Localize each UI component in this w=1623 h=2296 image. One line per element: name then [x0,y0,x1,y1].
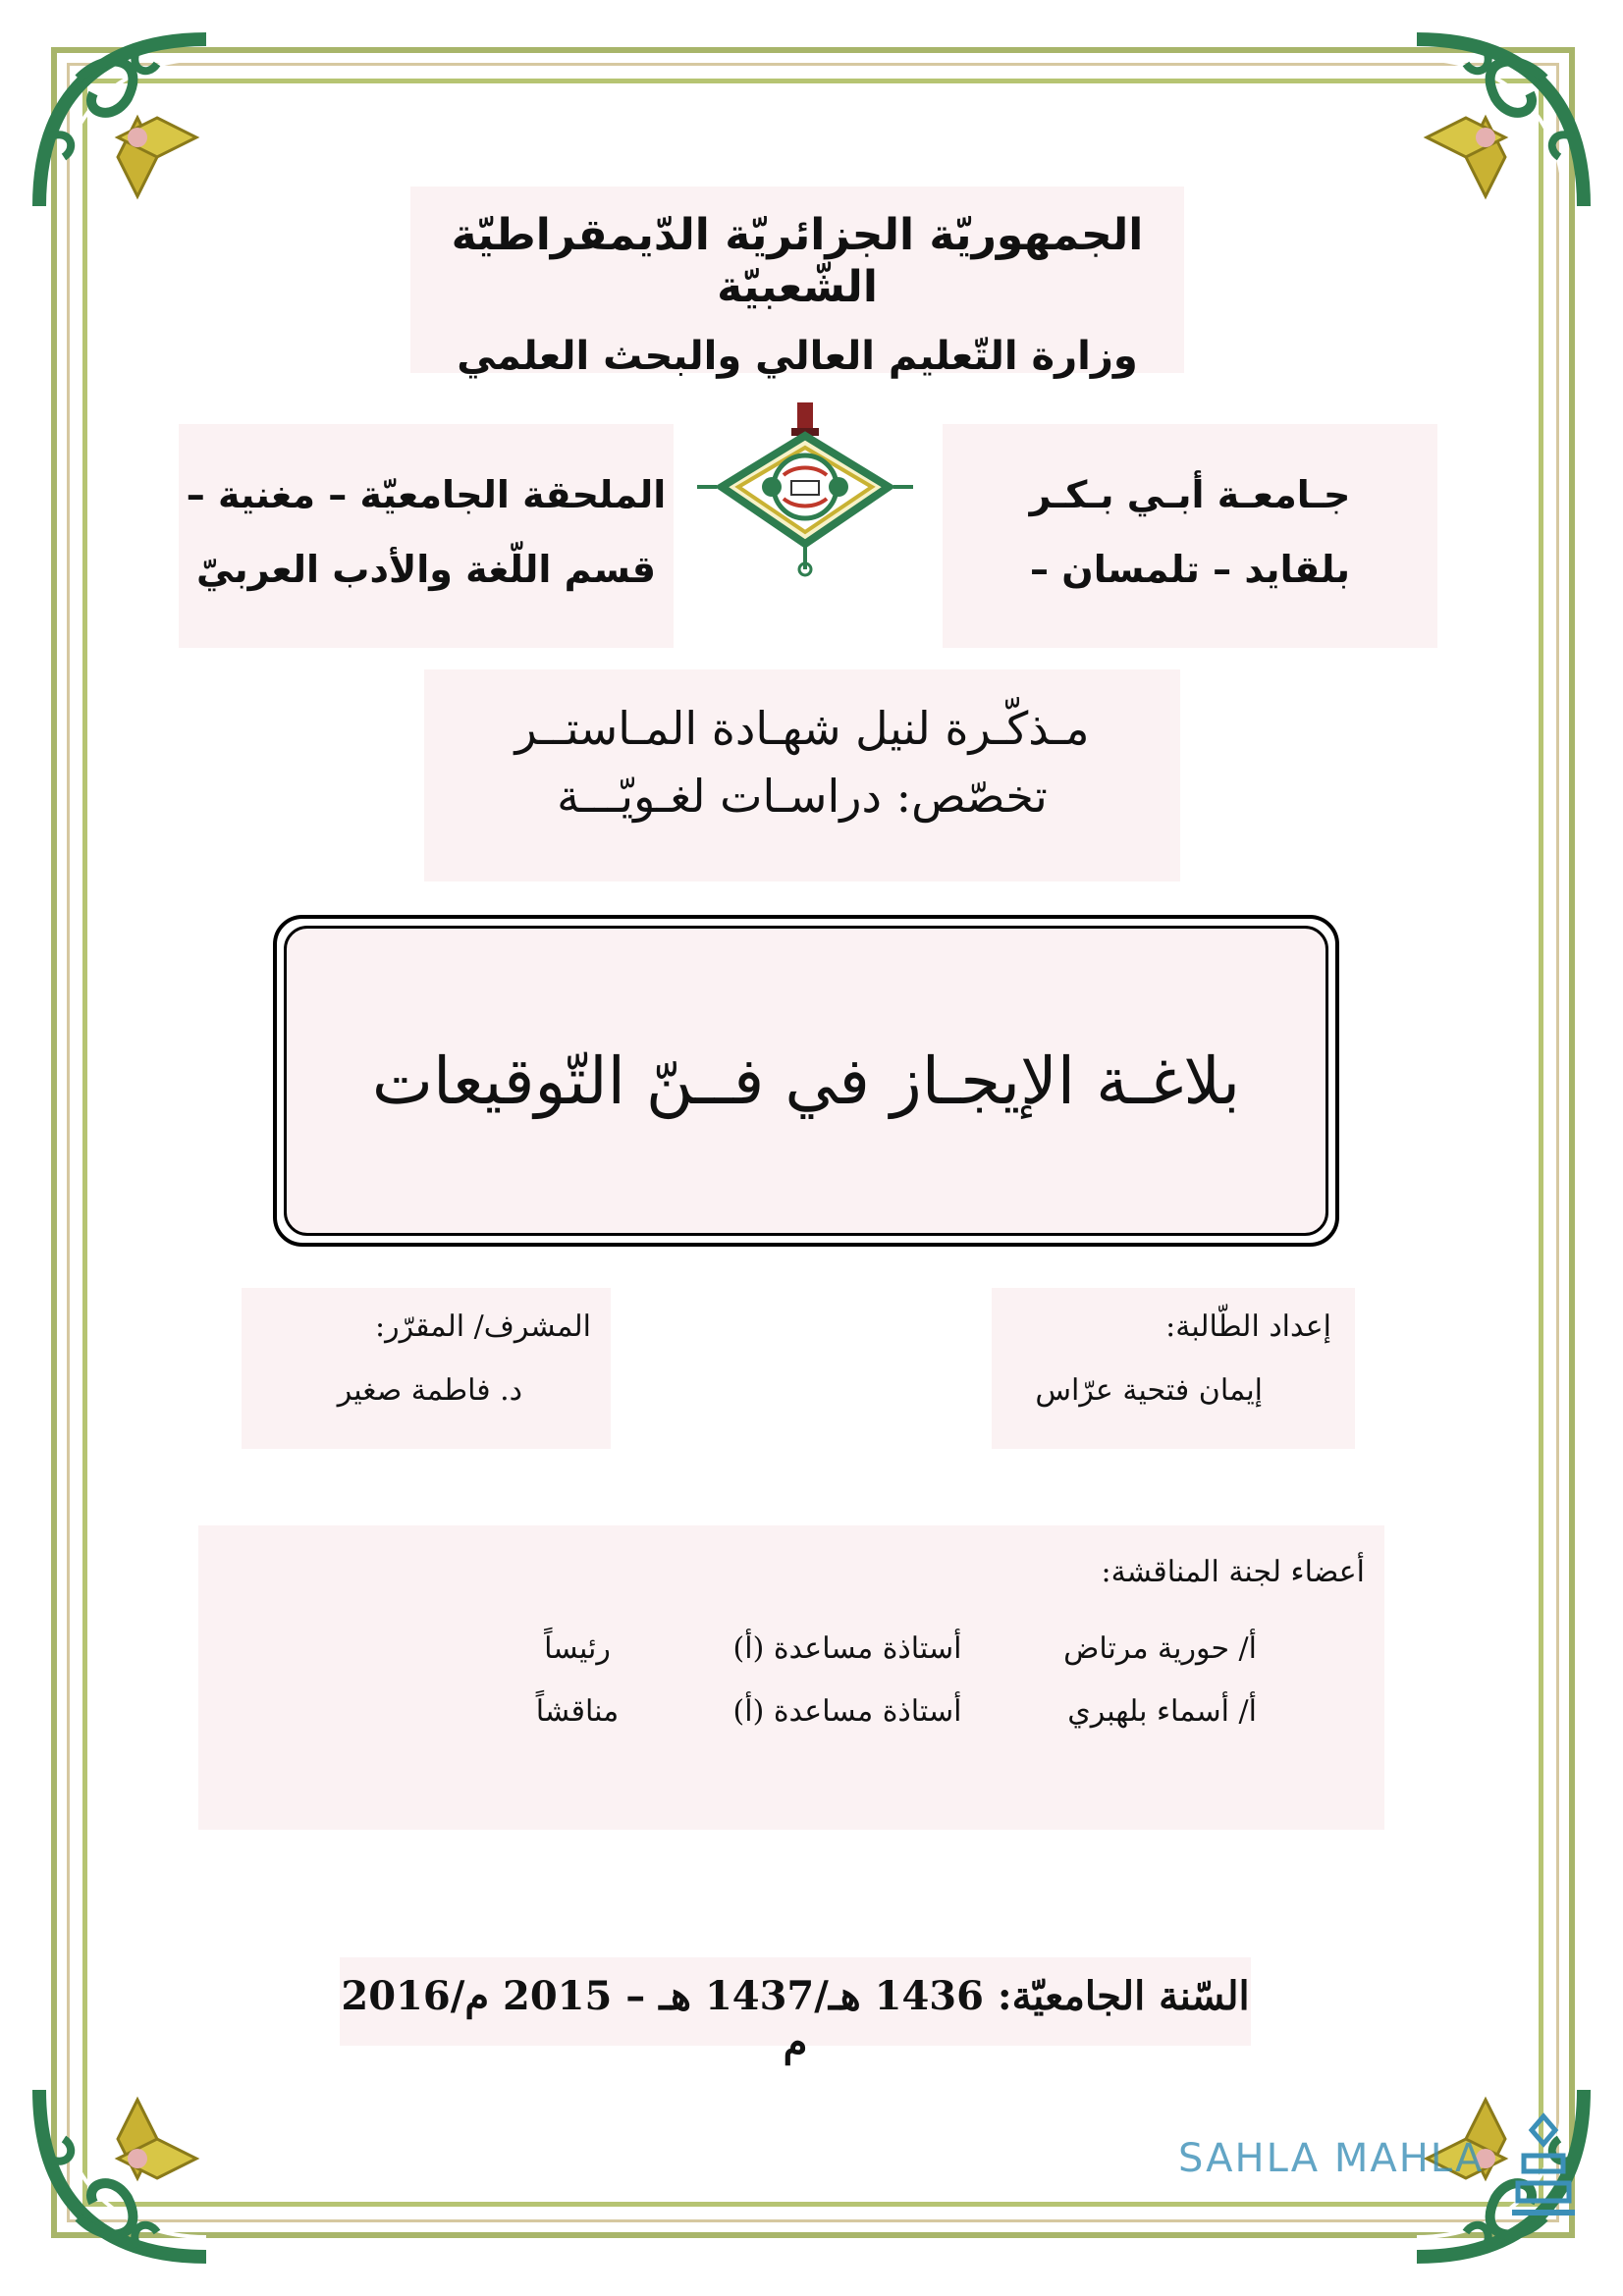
annex-name: الملحقة الجامعيّة – مغنية – [186,473,667,516]
supervisor-label: المشرف/ المقرّر: [374,1309,591,1344]
degree-line: مـذكّـرة لنيل شهـادة المـاستــر [514,702,1090,755]
jury-member-rank: أستاذة مساعدة (أ) [732,1630,962,1666]
watermark-text: SAHLA MAHLA [1178,2136,1485,2181]
jury-member-role: رئيساً [544,1630,611,1666]
jury-member-role: مناقشاً [535,1693,620,1729]
thesis-title-inner [284,926,1328,1236]
republic-header-box [410,187,1184,379]
student-label: إعداد الطّالبة: [1165,1309,1331,1344]
university-city: بلقايد – تلمسان – [1030,547,1350,591]
academic-year: السّنة الجامعيّة: 1436 هـ/1437 هـ – 2015 م/2016 م [341,1973,1250,2065]
watermark [1178,2107,1591,2234]
corner-ornament-icon [20,20,226,226]
supervisor-name: د. فاطمة صغير [337,1373,522,1408]
thesis-title: بلاغـة الإيجـاز في فــنّ التّوقيعات [371,1042,1241,1119]
jury-list [198,1617,1365,1742]
student-name: إيمان فتحية عرّاس [1035,1373,1263,1408]
student-box [992,1288,1355,1449]
specialty-line: تخصّص: دراسـات لغـويّـــة [557,770,1048,823]
ministry-name: وزارة التّعليم العالي والبحث العلمي [457,333,1138,379]
corner-ornament-icon [20,2070,226,2276]
thesis-title-frame [273,915,1339,1247]
jury-box [198,1525,1384,1830]
supervisor-box [242,1288,611,1449]
academic-year-box [340,1957,1251,2065]
jury-member-rank: أستاذة مساعدة (أ) [732,1693,962,1729]
university-logo-icon [687,397,923,577]
department-name: قسم اللّغة والأدب العربيّ [195,547,657,591]
jury-row [198,1617,1365,1680]
jury-row [198,1680,1365,1742]
jury-member-name: أ/ أسماء بلهبري [1067,1693,1257,1729]
jury-member-name: أ/ حورية مرتاض [1063,1630,1257,1666]
university-box [943,424,1437,648]
corner-ornament-icon [1397,20,1603,226]
annex-box [179,424,674,648]
sahla-mahla-logo-icon [1504,2110,1583,2228]
degree-box [424,669,1180,881]
university-name: جـامعـة أبـي بـكـر [1029,473,1351,516]
jury-title: أعضاء لجنة المناقشة: [1101,1555,1365,1589]
republic-name: الجمهوريّة الجزائريّة الدّيمقراطيّة الشّعبيّة [451,210,1144,312]
